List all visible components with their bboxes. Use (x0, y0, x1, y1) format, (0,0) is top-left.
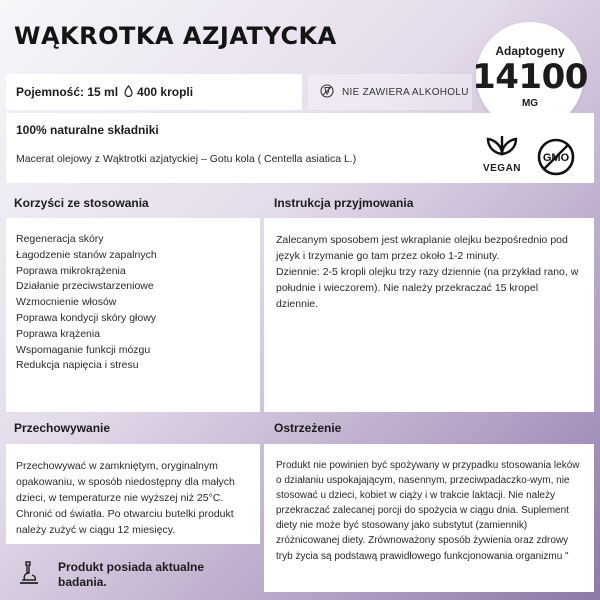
ingredients-heading: 100% naturalne składniki (16, 123, 159, 137)
list-item: Redukcja napięcia i stresu (16, 359, 139, 372)
badge-value: 14100 (472, 56, 588, 97)
gmo-label: GMO (542, 152, 570, 164)
list-item: Poprawa kondycji skóry głowy (16, 311, 157, 324)
research-text: Produkt posiada aktualne badania. (58, 560, 205, 589)
list-item: Wzmocnienie włosów (16, 296, 117, 309)
badge-label: Adaptogeny (495, 43, 565, 58)
benefits-box (6, 218, 260, 412)
no-gmo-icon (536, 137, 576, 182)
drop-icon (124, 85, 133, 100)
vegan-leaf-icon (485, 132, 519, 161)
list-item: Łagodzenie stanów zapalnych (16, 248, 157, 261)
list-item: Regeneracja skóry (16, 233, 104, 245)
storage-text: Przechowywać w zamkniętym, oryginalnym opakowaniu, w sposób niedostępny dla małych dzieci, w temperaturze nie wyższej niż 25°C. Chronić od światła. Po otwarciu butelki produkt należy zużyć w ciągu 12 miesięcy. (16, 460, 235, 536)
no-alcohol-icon (320, 84, 342, 101)
storage-heading: Przechowywanie (14, 421, 111, 435)
ingredients-text: Macerat olejowy z Wąktrotki azjatyckiej – Gotu kola ( Centella asiatica L.) (16, 153, 357, 165)
instructions-dosage: Dziennie: 2-5 kropli olejku trzy razy dziennie (na przykład rano, w południe i wieczorem). Nie należy przekraczać 15 kropel dziennie. (276, 266, 579, 310)
instructions-box (264, 218, 594, 412)
benefits-heading: Korzyści ze stosowania (14, 196, 149, 210)
warnings-heading: Ostrzeżenie (274, 421, 342, 435)
instructions-text: Zalecanym sposobem jest wkraplanie olejku bezpośrednio pod język i trzymanie go tam przez około 1-2 minuty. (276, 234, 568, 262)
drops-count: 400 kropli (137, 85, 194, 99)
instructions-heading: Instrukcja przyjmowania (274, 196, 414, 210)
research-note (18, 560, 228, 590)
alcohol-free-box (308, 74, 472, 110)
list-item: Poprawa mikrokrążenia (16, 264, 126, 277)
list-item: Działanie przeciwstarzeniowe (16, 280, 154, 293)
list-item: Poprawa krążenia (16, 327, 101, 340)
vegan-label: VEGAN (482, 163, 522, 174)
microscope-icon (18, 560, 40, 589)
capacity-label: Pojemność: 15 ml (16, 85, 119, 99)
vegan-badge (480, 132, 524, 182)
warnings-text: Produkt nie powinien być spożywany w przypadku stosowania leków o działaniu uspokajającym, nasennym, przeciwpadaczko-wym, nie stosować u dzieci, kobiet w ciąży i w trakcie laktacji. Nie należy przekraczać zalecanej porcji do spożycia w ciągu dnia. Suplement diety nie może być stosowany jako substytut (zamiennik) zróżnicowanej diety. Zrównoważony sposób żywienia oraz zdrowy tryb życia są podstawą prawidłowego funkcjonowania organizmu " (276, 460, 580, 562)
storage-box (6, 444, 260, 544)
product-title: WĄKROTKA AZJATYCKA (14, 22, 337, 50)
warnings-box (264, 444, 594, 592)
badge-unit: MG (521, 97, 539, 109)
list-item: Wspomaganie funkcji mózgu (16, 343, 151, 356)
capacity-row (6, 74, 302, 110)
alcohol-free-label: NIE ZAWIERA ALKOHOLU (342, 86, 469, 98)
